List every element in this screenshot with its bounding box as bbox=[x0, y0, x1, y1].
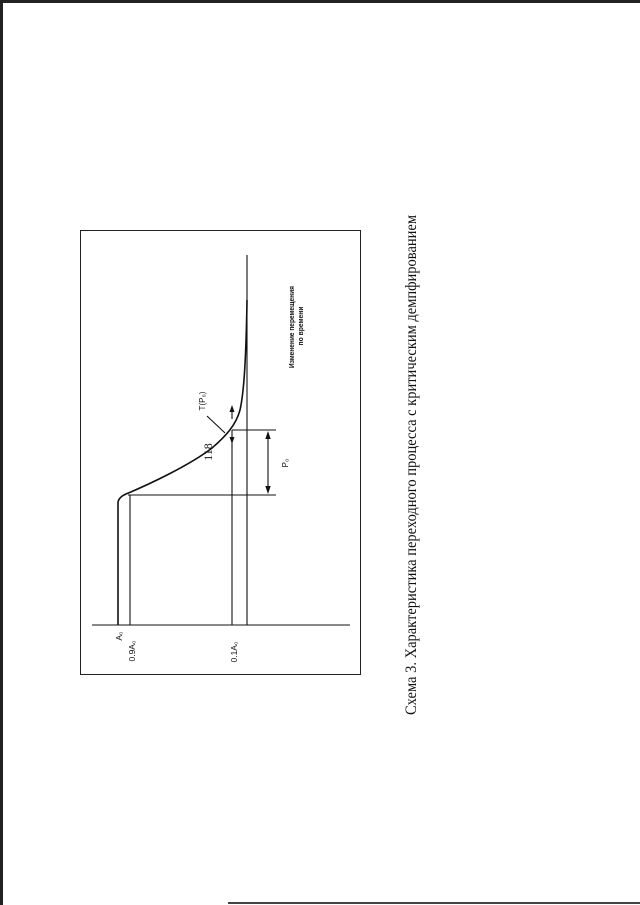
crossing-arrowhead-down bbox=[230, 437, 235, 444]
label-p0: P₀ bbox=[281, 458, 290, 468]
annotation-line-2: по времени bbox=[296, 302, 305, 346]
annotation-line-1: Изменение перемещения bbox=[287, 274, 296, 368]
page-left-edge bbox=[0, 0, 3, 905]
page-number: 118 bbox=[201, 443, 215, 461]
transient-response-curve bbox=[118, 300, 247, 625]
tp0-leader-line bbox=[207, 416, 225, 433]
page-bottom-edge bbox=[228, 902, 640, 904]
p0-arrowhead-down bbox=[265, 486, 270, 494]
label-a0: A₀ bbox=[114, 631, 124, 641]
label-tp0: T(P₀) bbox=[198, 391, 207, 411]
figure-frame bbox=[81, 231, 361, 675]
label-0-1-a0: 0.1A₀ bbox=[229, 641, 239, 663]
crossing-arrowhead-up bbox=[230, 405, 235, 412]
page-top-edge bbox=[0, 0, 640, 3]
p0-arrowhead-up bbox=[265, 431, 270, 439]
label-0-9-a0: 0.9A₀ bbox=[127, 640, 137, 662]
figure-caption: Схема 3. Характеристика переходного процесса с критическим демпфированием bbox=[403, 163, 420, 715]
